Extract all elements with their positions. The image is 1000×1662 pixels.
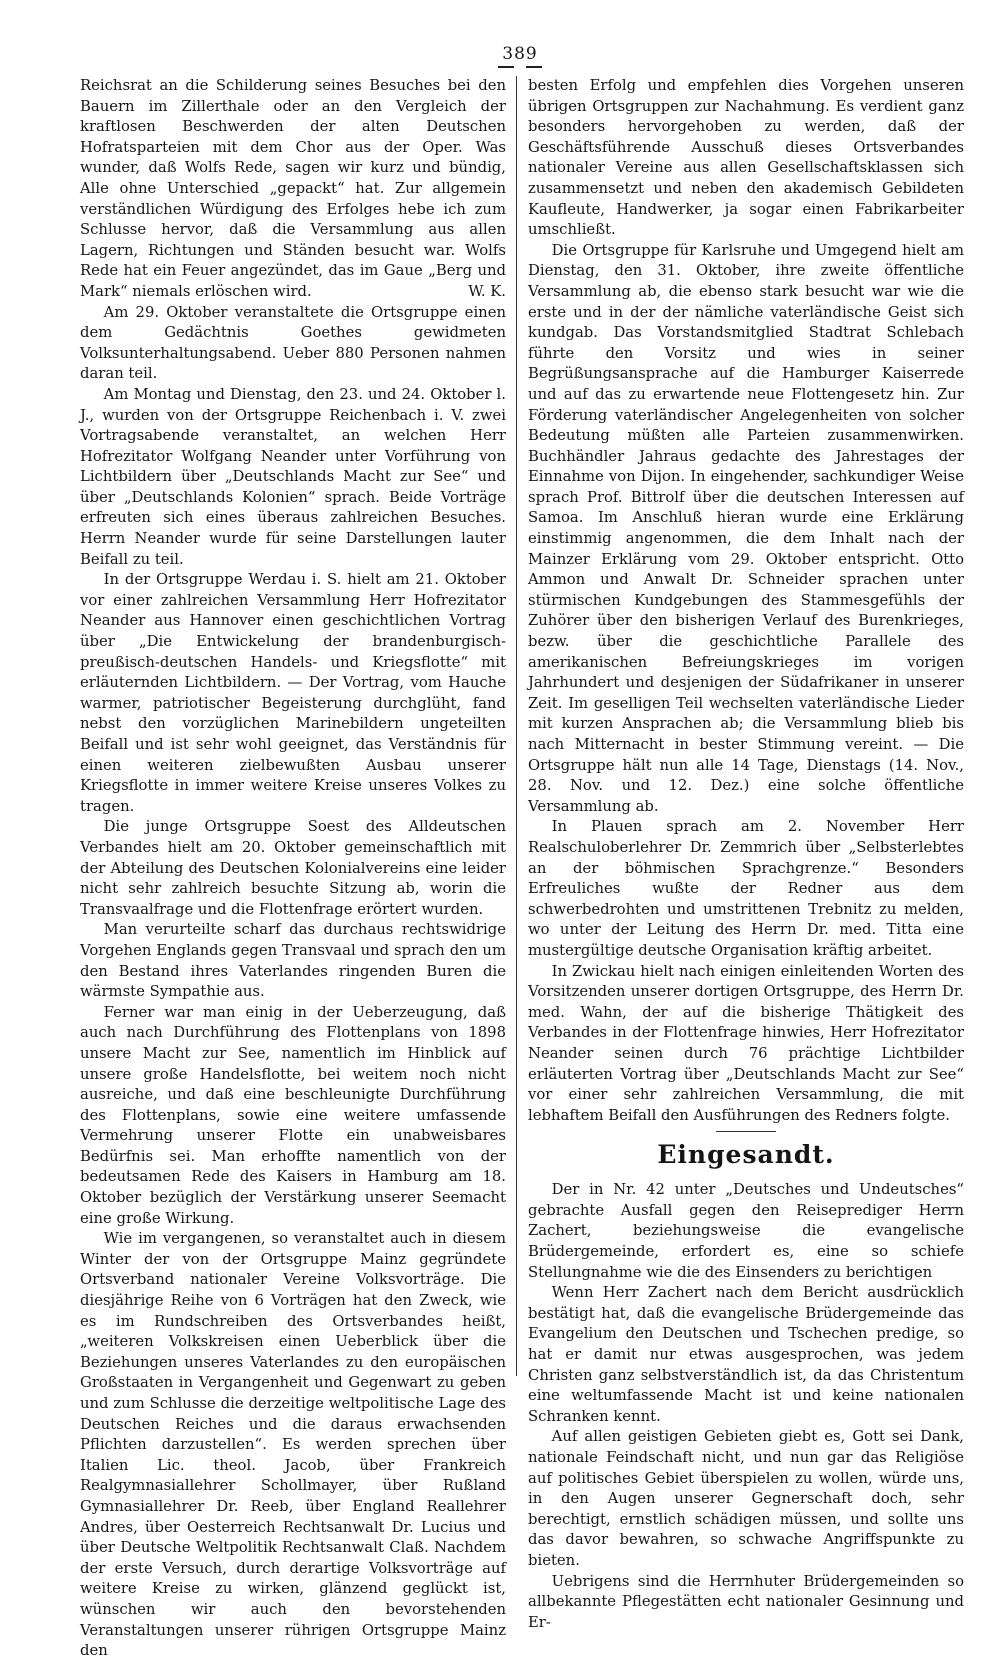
article-paragraph: besten Erfolg und empfehlen dies Vorgehen unseren übrigen Ortsgruppen zur Nachahmung. Es verdient ganz besonders hervorgehoben zu werden, daß der Geschäftsführende Ausschuß dieses Ortsverbandes nationaler Vereine aus allen Gesellschaftsklassen sich zusammensetzt und neben den akademisch Gebildeten Kaufleute, Handwerker, ja sogar einen Fabrikarbeiter umschließt.: [528, 77, 964, 239]
section-heading: Eingesandt.: [657, 1140, 835, 1170]
left-column: [80, 76, 506, 1662]
article-paragraph: Auf allen geistigen Gebieten giebt es, Gott sei Dank, nationale Feindschaft nicht, und nun gar das Religiöse auf politisches Gebiet überspielen zu wollen, würde uns, in den Augen unserer Gegnerschaft doch, sehr berechtigt, ernstlich schädigen müssen, und sollte uns das davor bewahren, so schwache Angriffspunkte zu bieten.: [528, 1428, 964, 1569]
paragraph-text: Reichsrat an die Schilderung seines Besuches bei den Bauern im Zillerthale oder an den Vergleich der kraftlosen Beschwerden der alten Deutschen Hofratsparteien mit dem Chor aus der Oper. Was wunder, daß Wolfs Rede, sagen wir kurz und bündig, Alle ohne Unterschied „gepackt“ hat. Zur allgemein verständlichen Würdigung des Erfolges hebe ich zum Schlusse hervor, daß die Versammlung aus allen Lagern, Richtungen und Ständen besucht war. Wolfs Rede hat ein Feuer angezündet, das im Gaue „Berg und Mark“ niemals erlöschen wird.: [80, 77, 506, 300]
page-number-rule-right: [526, 66, 542, 68]
author-signature: W. K.: [468, 282, 506, 300]
column-divider: [516, 76, 517, 1376]
article-paragraph: [80, 76, 506, 303]
page-number: 389: [502, 44, 538, 64]
article-paragraph: Ferner war man einig in der Ueberzeugung, daß auch nach Durchführung des Flottenplans von 1898 unsere Macht zur See, namentlich im Hinblick auf unsere große Handelsflotte, bei weitem noch nicht ausreiche, und daß eine beschleunigte Durchführung des Flottenplans, sowie eine weitere umfassende Vermehrung unserer Flotte ein unabweisbares Bedürfnis sei. Man erhoffte namentlich von der bedeutsamen Rede des Kaisers in Hamburg am 18. Oktober bezüglich der Verstärkung unserer Seemacht eine große Wirkung.: [80, 1003, 506, 1227]
right-column: [528, 76, 964, 1633]
article-paragraph: In der Ortsgruppe Werdau i. S. hielt am 21. Oktober vor einer zahlreichen Versammlung Herr Hofrezitator Neander aus Hannover einen geschichtlichen Vortrag über „Die Entwickelung der brandenburgisch-preußisch-deutschen Handels- und Kriegsflotte“ mit erläuternden Lichtbildern. — Der Vortrag, vom Hauche warmer, patriotischer Begeisterung durchglüht, fand nebst den vorzüglichen Marinebildern ungeteilten Beifall und ist sehr wohl geeignet, das Verständnis für einen weiteren zielbewußten Ausbau unserer Kriegsflotte in immer weitere Kreise unseres Volkes zu tragen.: [80, 571, 506, 815]
article-paragraph: Die Ortsgruppe für Karlsruhe und Umgegend hielt am Dienstag, den 31. Oktober, ihre zweite öffentliche Versammlung ab, die ebenso stark besucht war wie die erste und in der der nämliche vaterländische Geist sich kundgab. Das Vorstandsmitglied Stadtrat Schlebach führte den Vorsitz und wies in seiner Begrüßungsansprache auf die Hamburger Kaiserrede und auf das zu erwartende neue Flottengesetz hin. Zur Förderung vaterländischer Angelegenheiten von solcher Bedeutung müßten alle Parteien zusammenwirken. Buchhändler Jahraus gedachte des Jahrestages der Einnahme von Dijon. In eingehender, sachkundiger Weise sprach Prof. Bittrolf über die deutschen Interessen auf Samoa. Im Anschluß hieran wurde eine Erklärung einstimmig angenommen, die dem Inhalt nach der Mainzer Erklärung vom 29. Oktober entspricht. Otto Ammon und Anwalt Dr. Schneider sprachen unter stürmischen Kundgebungen des Stammesgefühls der Zuhörer über den bisherigen Verlauf des Burenkrieges, bezw. über die geschichtliche Parallele des amerikanischen Befreiungskrieges im vorigen Jahrhundert und desjenigen der Südafrikaner in unserer Zeit. Im geselligen Teil wechselten vaterländische Lieder mit kurzen Ansprachen ab; die Versammlung blieb bis nach Mitternacht in bester Stimmung vereint. — Die Ortsgruppe hält nun alle 14 Tage, Dienstags (14. Nov., 28. Nov. und 12. Dez.) eine solche öffentliche Versammlung ab.: [528, 241, 964, 815]
article-paragraph: In Plauen sprach am 2. November Herr Realschuloberlehrer Dr. Zemmrich über „Selbsterlebtes an der böhmischen Sprachgrenze.“ Besonders Erfreuliches wußte der Redner aus dem schwerbedrohten und umstrittenen Trebnitz zu melden, wo unter der Leitung des Herrn Dr. med. Titta eine mustergültige deutsche Organisation kräftig arbeitet.: [528, 818, 964, 959]
article-paragraph: Der in Nr. 42 unter „Deutsches und Undeutsches“ gebrachte Ausfall gegen den Reiseprediger Herrn Zachert, beziehungsweise die evangelische Brüdergemeinde, erfordert es, eine so schiefe Stellungnahme wie die des Einsenders zu berichtigen: [528, 1181, 964, 1281]
article-paragraph: In Zwickau hielt nach einigen einleitenden Worten des Vorsitzenden unserer dortigen Ortsgruppe, des Herrn Dr. med. Wahn, der auf die bisherige Thätigkeit des Verbandes in der Flottenfrage hinwies, Herr Hofrezitator Neander seinen durch 76 prächtige Lichtbilder erläuterten Vortrag über „Deutschlands Macht zur See“ vor einer sehr zahlreichen Versammlung, die mit lebhaftem Beifall den Ausführungen des Redners folgte.: [528, 962, 964, 1124]
article-paragraph: Am 29. Oktober veranstaltete die Ortsgruppe einen dem Gedächtnis Goethes gewidmeten Volksunterhaltungsabend. Ueber 880 Personen nahmen daran teil.: [80, 303, 506, 383]
article-paragraph: Am Montag und Dienstag, den 23. und 24. Oktober l. J., wurden von der Ortsgruppe Reichenbach i. V. zwei Vortragsabende veranstaltet, an welchen Herr Hofrezitator Wolfgang Neander unter Vorführung von Lichtbildern über „Deutschlands Macht zur See“ und über „Deutschlands Kolonien“ sprach. Beide Vorträge erfreuten sich eines überaus zahlreichen Besuches. Herrn Neander wurde für seine Darstellungen lauter Beifall zu teil.: [80, 385, 506, 568]
article-paragraph: Wenn Herr Zachert nach dem Bericht ausdrücklich bestätigt hat, daß die evangelische Brüdergemeinde das Evangelium den Deutschen und Tschechen predige, so hat er damit nur etwas ausgesprochen, was jedem Christen ganz selbstverständlich ist, da das Christentum eine weltumfassende Macht ist und keine nationalen Schranken kennt.: [528, 1284, 964, 1425]
article-paragraph: Man verurteilte scharf das durchaus rechtswidrige Vorgehen Englands gegen Transvaal und sprach den um den Bestand ihres Vaterlandes ringenden Buren die wärmste Sympathie aus.: [80, 921, 506, 1001]
article-paragraph: Wie im vergangenen, so veranstaltet auch in diesem Winter der von der Ortsgruppe Mainz gegründete Ortsverband nationaler Vereine Volksvorträge. Die diesjährige Reihe von 6 Vorträgen hat den Zweck, wie es im Rundschreiben des Ortsverbandes heißt, „weiteren Volkskreisen einen Ueberblick über die Beziehungen unseres Vaterlandes zu den europäischen Großstaaten in Vergangenheit und Gegenwart zu geben und zum Schlusse die derzeitige weltpolitische Lage des Deutschen Reiches und die daraus erwachsenden Pflichten darzustellen“. Es werden sprechen über Italien Lic. theol. Jacob, über Frankreich Realgymnasiallehrer Schollmayer, über Rußland Gymnasiallehrer Dr. Reeb, über England Reallehrer Andres, über Oesterreich Rechtsanwalt Dr. Lucius und über Deutsche Weltpolitik Rechtsanwalt Claß. Nachdem der erste Versuch, durch derartige Volksvorträge auf weitere Kreise zu wirken, glänzend geglückt ist, wünschen wir auch den bevorstehenden Veranstaltungen unserer rührigen Ortsgruppe Mainz den: [80, 1230, 506, 1660]
article-paragraph: Uebrigens sind die Herrnhuter Brüdergemeinden so allbekannte Pflegestätten echt nationaler Gesinnung und Er-: [528, 1572, 964, 1631]
article-paragraph: Die junge Ortsgruppe Soest des Alldeutschen Verbandes hielt am 20. Oktober gemeinschaftlich mit der Abteilung des Deutschen Kolonialvereins eine leider nicht sehr zahlreich besuchte Sitzung ab, worin die Transvaalfrage und die Flottenfrage erörtert wurden.: [80, 818, 506, 918]
section-separator: [716, 1131, 776, 1132]
page-number-rule-left: [498, 66, 514, 68]
